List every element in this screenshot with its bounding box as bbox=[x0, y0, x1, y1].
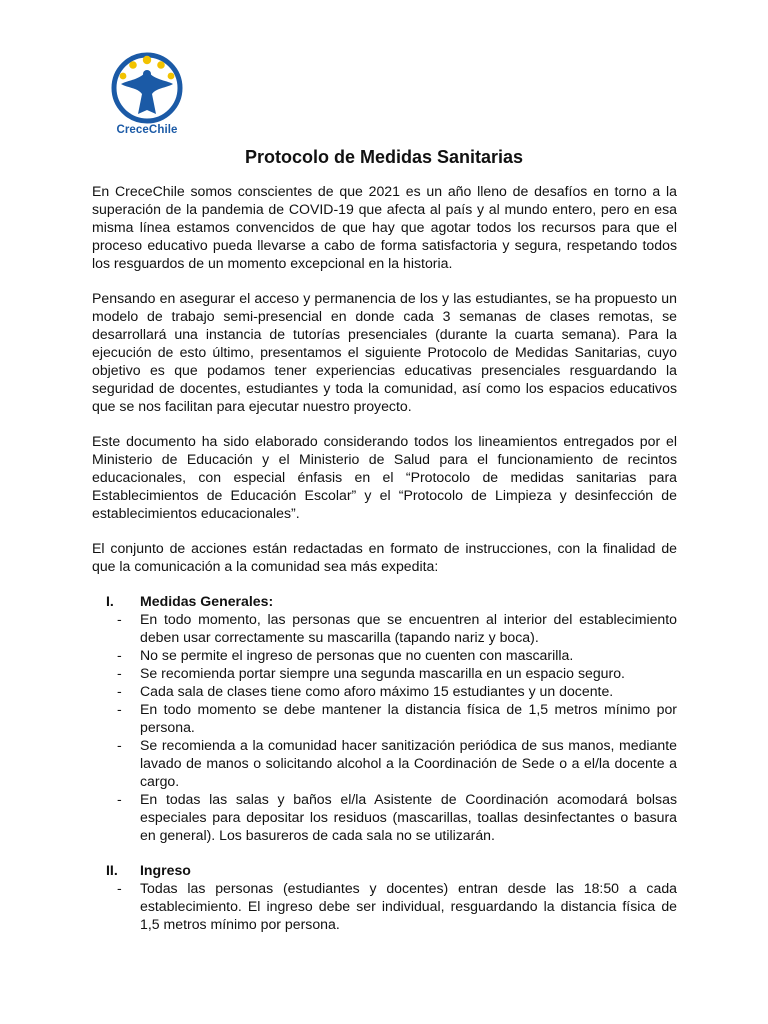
section-heading bbox=[92, 861, 677, 879]
list-item: - Se recomienda a la comunidad hacer sanitización periódica de sus manos, mediante lavado de manos o solicitando alcohol a la Coordinación de Sede o a el/la docente a cargo. bbox=[117, 737, 677, 789]
bullet-dash: - bbox=[117, 737, 122, 753]
list-item: - Cada sala de clases tiene como aforo máximo 15 estudiantes y un docente. bbox=[117, 683, 614, 699]
section-title: Medidas Generales: bbox=[140, 593, 274, 609]
section-number: I. bbox=[106, 593, 114, 609]
list-item: - Se recomienda portar siempre una segunda mascarilla en un espacio seguro. bbox=[117, 665, 625, 681]
section-ingreso bbox=[92, 861, 677, 933]
section-spacer bbox=[92, 844, 677, 861]
section-list bbox=[92, 879, 677, 933]
logo-brand-text: CreceChile bbox=[116, 124, 178, 136]
bullet-dash: - bbox=[117, 665, 122, 681]
bullet-dash: - bbox=[117, 791, 122, 807]
bullet-dash: - bbox=[117, 683, 122, 699]
section-title: Ingreso bbox=[140, 862, 191, 878]
paragraph-format: El conjunto de acciones están redactadas en formato de instrucciones, con la finalidad de que la comunicación a la comunidad sea más expedita: bbox=[92, 540, 677, 574]
section-number: II. bbox=[106, 862, 118, 878]
bullet-dash: - bbox=[117, 701, 122, 717]
crecechile-logo bbox=[106, 50, 188, 142]
paragraph-intro: En CreceChile somos conscientes de que 2021 es un año lleno de desafíos en torno a la superación de la pandemia de COVID-19 que afecta al país y al mundo entero, pero en esa misma línea estamos convencidos de que hay que agotar todos los recursos para que el proceso educativo pueda llevarse a cabo de forma satisfactoria y segura, respetando todos los resguardos de un momento excepcional en la historia. bbox=[92, 183, 677, 271]
paragraph-model: Pensando en asegurar el acceso y permanencia de los y las estudiantes, se ha propuesto un modelo de trabajo semi-presencial en donde cada 3 semanas de clases remotas, se desarrollará una instancia de tutorías presenciales (durante la cuarta semana). Para la ejecución de esto último, presentamos el siguiente Protocolo de Medidas Sanitarias, cuyo objetivo es que podamos tener experiencias educativas presenciales resguardando la seguridad de docentes, estudiantes y toda la comunidad, así como los espacios educativos que se nos facilitan para ejecutar nuestro proyecto. bbox=[92, 290, 677, 414]
section-heading bbox=[92, 592, 677, 610]
section-medidas-generales bbox=[92, 592, 677, 844]
bullet-dash: - bbox=[117, 611, 122, 627]
bullet-dash: - bbox=[117, 647, 122, 663]
bullet-dash: - bbox=[117, 880, 122, 896]
page-title: Protocolo de Medidas Sanitarias bbox=[244, 147, 524, 167]
list-item: - En todo momento se debe mantener la distancia física de 1,5 metros mínimo por persona. bbox=[117, 701, 677, 735]
list-item: - No se permite el ingreso de personas que no cuenten con mascarilla. bbox=[117, 647, 574, 663]
list-item: - Todas las personas (estudiantes y docentes) entran desde las 18:50 a cada establecimiento. El ingreso debe ser individual, resguardando la distancia física de 1,5 metros mínimo por persona. bbox=[117, 880, 677, 932]
list-item: - En todas las salas y baños el/la Asistente de Coordinación acomodará bolsas especiales para depositar los residuos (mascarillas, toallas desinfectantes o basura en general). Los basureros de cada sala no se utilizarán. bbox=[117, 791, 677, 843]
paragraph-guidelines: Este documento ha sido elaborado considerando todos los lineamientos entregados por el Ministerio de Educación y el Ministerio de Salud para el funcionamiento de recintos educacionales, con especial énfasis en el “Protocolo de medidas sanitarias para Establecimientos de Educación Escolar” y el “Protocolo de Limpieza y desinfección de establecimientos educacionales”. bbox=[92, 433, 677, 521]
document-body bbox=[92, 182, 677, 933]
section-list bbox=[92, 610, 677, 844]
list-item: - En todo momento, las personas que se encuentren al interior del establecimiento deben usar correctamente su mascarilla (tapando nariz y boca). bbox=[117, 611, 677, 645]
crecechile-logo-icon bbox=[108, 50, 186, 124]
